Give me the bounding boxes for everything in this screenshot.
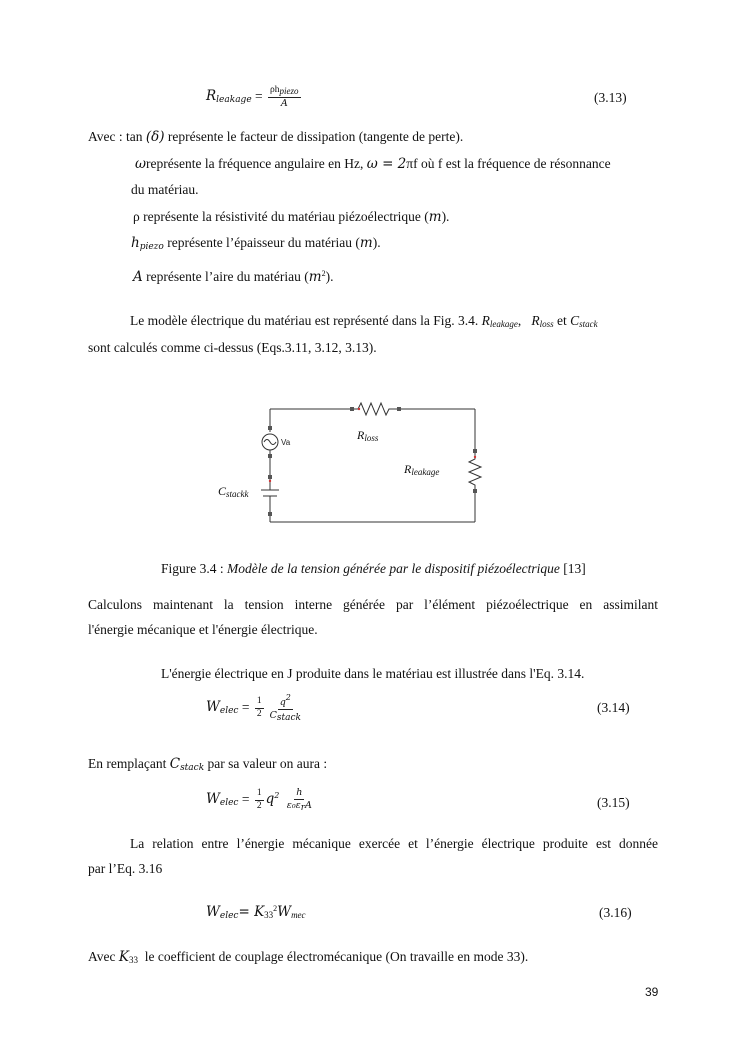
list-omega: ωreprésente la fréquence angulaire en Hz, ω = 2πf où f est la fréquence de résonnance [135, 156, 611, 172]
label-r-loss: $R_{loss}$ [357, 428, 379, 443]
list-h: $h_{piezo}$ représente l’épaisseur du matériau (m). [131, 235, 381, 252]
label-c-stackk: $C_{stackk}$ [218, 484, 249, 499]
equation-number-3-16: (3.16) [599, 905, 632, 920]
equation-number-3-15: (3.15) [597, 795, 630, 810]
page-number: 39 [645, 985, 659, 999]
paragraph-remplacant: En remplaçant $C_{stack}$ par sa valeur on aura : [88, 756, 328, 773]
eq-fraction: $\frac{\text{ρhpiezo}}{A}$ [270, 85, 299, 109]
eq-lhs: $R_{leakage}$ [206, 88, 252, 106]
paragraph-calcul-line2: l'énergie mécanique et l'énergie électrique. [88, 622, 318, 637]
figure-caption: Figure 3.4 : Modèle de la tension générée par le dispositif piézoélectrique [13] [161, 561, 586, 576]
paragraph-model: Le modèle électrique du matériau est représenté dans la Fig. 3.4. $R_{leakage}$, $R_{loss}$ et $C_{stack}$ [130, 313, 598, 329]
paragraph-model-line2: sont calculés comme ci-dessus (Eqs.3.11, 3.12, 3.13). [88, 340, 377, 355]
equation-number-3-13: (3.13) [594, 90, 627, 105]
paragraph-energie: L'énergie électrique en J produite dans le matériau est illustrée dans l'Eq. 3.14. [161, 666, 585, 681]
equation-number-3-14: (3.14) [597, 700, 630, 715]
resistor-leakage [469, 455, 481, 489]
equation-3-14: $W_{elec}$ = $\frac{1}{2}$ $\frac{q^2}{\text{Cstack}}$ [206, 693, 301, 723]
list-intro: Avec : tan (δ) représente le facteur de dissipation (tangente de perte). [88, 129, 464, 145]
equation-3-16: $W_{elec}= K_{33}^2W_{mec}$ [206, 904, 306, 921]
paragraph-relation-line2: par l’Eq. 3.16 [88, 861, 163, 876]
equation-3-15: $W_{elec}$ = $\frac{1}{2}$ $q^2$ $\frac{h}{\text{ε₀εrA}}$ [206, 787, 312, 813]
circuit-diagram [200, 395, 500, 530]
paragraph-relation: La relation entre l’énergie mécanique exercée et l’énergie électrique produite est donnée [130, 836, 658, 851]
list-a: A représente l’aire du matériau $(m^2)$. [133, 269, 334, 285]
label-r-leakage: $R_{leakage}$ [404, 462, 440, 477]
list-rho: ρ représente la résistivité du matériau piézoélectrique (m). [133, 209, 450, 225]
va-label: Va [281, 438, 291, 447]
paragraph-coefficient: Avec $K_{33}$ le coefficient de couplage électromécanique (On travaille en mode 33). [88, 949, 529, 965]
list-omega-cont: du matériau. [131, 182, 199, 197]
equation-3-13: $R_{leakage}$ = $\frac{\text{ρhpiezo}}{A}$ [206, 85, 299, 109]
paragraph-calcul: Calculons maintenant la tension interne générée par l’élément piézoélectrique en assimilant [88, 597, 658, 612]
